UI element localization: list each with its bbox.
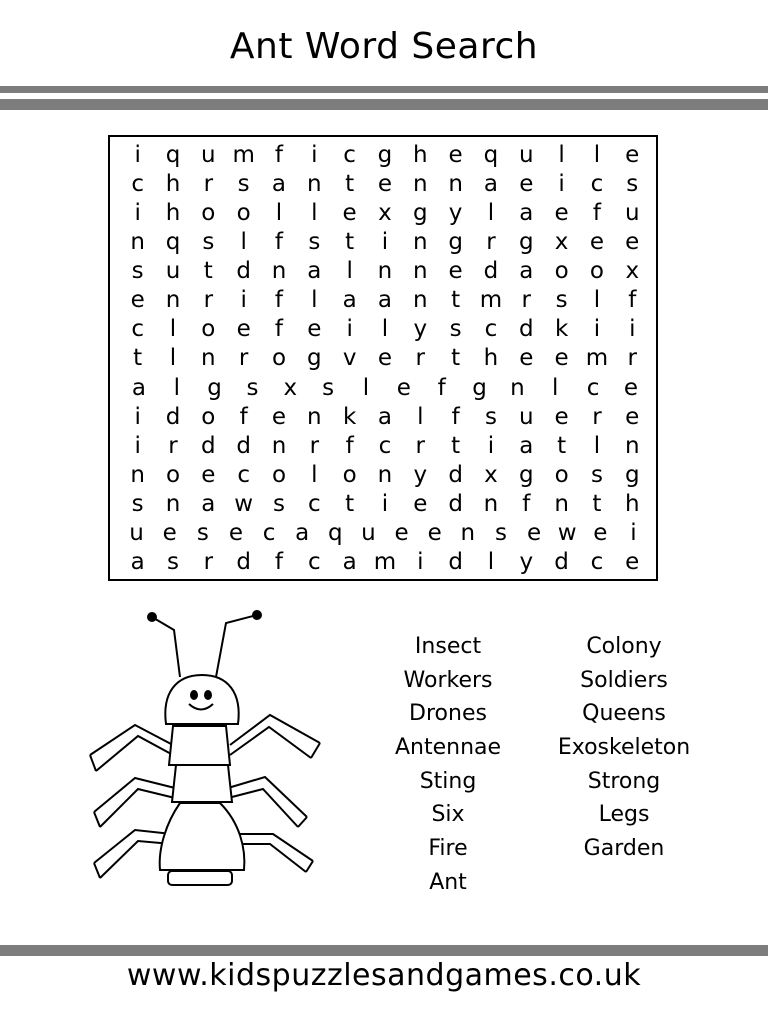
grid-letter: h bbox=[483, 345, 499, 372]
word-list-item: Exoskeleton bbox=[557, 735, 691, 761]
grid-letter: e bbox=[342, 200, 357, 227]
grid-letter: o bbox=[589, 258, 604, 285]
grid-letter: a bbox=[342, 548, 357, 575]
grid-letter: d bbox=[483, 258, 499, 285]
grid-row bbox=[120, 228, 650, 257]
grid-row bbox=[120, 403, 650, 432]
grid-letter: t bbox=[557, 432, 567, 459]
grid-letter: u bbox=[518, 403, 534, 430]
grid-letter: s bbox=[272, 490, 285, 517]
grid-letter: f bbox=[345, 432, 354, 459]
grid-letter: x bbox=[554, 229, 569, 256]
grid-letter: d bbox=[236, 258, 251, 285]
grid-letter: n bbox=[554, 490, 569, 517]
grid-letter: t bbox=[451, 345, 461, 372]
grid-letter: s bbox=[449, 316, 462, 343]
grid-row bbox=[120, 315, 650, 344]
grid-letter: n bbox=[165, 287, 181, 314]
grid-letter: f bbox=[274, 316, 284, 343]
grid-letter: n bbox=[483, 490, 499, 517]
grid-letter: i bbox=[134, 403, 141, 430]
grid-letter: n bbox=[624, 432, 640, 459]
grid-letter: s bbox=[590, 461, 603, 488]
grid-letter: l bbox=[558, 142, 565, 169]
grid-letter: s bbox=[131, 258, 144, 285]
grid-row bbox=[120, 344, 650, 373]
grid-letter: o bbox=[271, 345, 287, 372]
grid-letter: n bbox=[413, 229, 428, 256]
grid-letter: l bbox=[240, 229, 247, 256]
word-list-item: Six bbox=[431, 802, 465, 828]
grid-letter: s bbox=[308, 229, 321, 256]
grid-letter: h bbox=[624, 490, 640, 517]
grid-letter: e bbox=[593, 519, 608, 546]
grid-letter: l bbox=[311, 461, 318, 488]
grid-letter: l bbox=[169, 345, 177, 372]
header-divider-top bbox=[0, 86, 768, 93]
grid-letter: r bbox=[415, 432, 426, 459]
grid-letter: e bbox=[554, 200, 569, 227]
grid-row bbox=[120, 490, 650, 519]
grid-letter: f bbox=[239, 403, 248, 430]
grid-letter: r bbox=[309, 432, 320, 459]
grid-letter: n bbox=[413, 171, 428, 198]
grid-letter: i bbox=[629, 316, 636, 343]
grid-letter: a bbox=[271, 171, 287, 198]
grid-letter: a bbox=[131, 374, 146, 401]
grid-letter: c bbox=[484, 316, 498, 343]
grid-letter: e bbox=[130, 287, 145, 314]
grid-letter: s bbox=[196, 519, 209, 546]
grid-letter: s bbox=[237, 171, 250, 198]
grid-letter: w bbox=[557, 519, 577, 546]
header-divider-bottom bbox=[0, 99, 768, 110]
grid-letter: e bbox=[554, 345, 569, 372]
grid-letter: v bbox=[342, 345, 357, 372]
grid-row bbox=[120, 286, 650, 315]
grid-letter: e bbox=[554, 403, 569, 430]
grid-letter: l bbox=[417, 403, 424, 430]
grid-letter: c bbox=[343, 142, 356, 169]
grid-letter: t bbox=[345, 171, 355, 198]
grid-letter: u bbox=[518, 142, 534, 169]
grid-letter: y bbox=[413, 316, 428, 343]
grid-letter: s bbox=[131, 490, 144, 517]
grid-letter: f bbox=[274, 548, 284, 575]
grid-letter: e bbox=[526, 519, 542, 546]
grid-letter: x bbox=[625, 258, 640, 285]
grid-letter: g bbox=[207, 374, 222, 401]
grid-letter: m bbox=[373, 548, 397, 575]
grid-letter: d bbox=[165, 403, 181, 430]
grid-letter: d bbox=[201, 432, 216, 459]
footer-divider bbox=[0, 945, 768, 956]
word-list-item: Colony bbox=[586, 634, 662, 659]
grid-letter: r bbox=[627, 345, 637, 372]
grid-letter: m bbox=[585, 345, 609, 372]
grid-letter: i bbox=[630, 519, 637, 546]
grid-letter: r bbox=[238, 345, 249, 372]
grid-letter: g bbox=[307, 345, 322, 372]
grid-letter: c bbox=[237, 461, 250, 488]
grid-letter: o bbox=[342, 461, 357, 488]
grid-letter: o bbox=[271, 461, 287, 488]
grid-letter: s bbox=[322, 374, 335, 401]
grid-letter: i bbox=[311, 142, 318, 169]
grid-letter: m bbox=[232, 142, 255, 169]
grid-letter: i bbox=[381, 229, 389, 256]
word-list-item: Garden bbox=[583, 836, 665, 862]
grid-letter: i bbox=[487, 432, 495, 459]
grid-letter: c bbox=[131, 171, 144, 198]
grid-letter: i bbox=[346, 316, 353, 343]
grid-letter: l bbox=[593, 287, 601, 314]
grid-letter: c bbox=[262, 519, 276, 546]
grid-letter: c bbox=[131, 316, 144, 343]
grid-letter: a bbox=[519, 432, 534, 459]
grid-letter: t bbox=[345, 229, 355, 256]
grid-letter: n bbox=[307, 171, 322, 198]
grid-letter: h bbox=[165, 171, 181, 198]
grid-row bbox=[120, 170, 650, 199]
grid-letter: d bbox=[554, 548, 569, 575]
grid-letter: o bbox=[554, 258, 569, 285]
grid-letter: n bbox=[165, 490, 181, 517]
grid-letter: u bbox=[361, 519, 376, 546]
grid-letter: x bbox=[484, 461, 498, 488]
grid-row bbox=[120, 519, 650, 548]
grid-letter: q bbox=[165, 229, 181, 256]
grid-letter: n bbox=[413, 287, 428, 314]
word-list-item: Fire bbox=[428, 836, 468, 862]
grid-letter: o bbox=[236, 200, 251, 227]
grid-letter: o bbox=[201, 200, 216, 227]
grid-letter: t bbox=[592, 490, 602, 517]
grid-letter: y bbox=[448, 200, 463, 227]
grid-letter: r bbox=[203, 548, 214, 575]
grid-letter: k bbox=[342, 403, 357, 430]
grid-letter: n bbox=[271, 432, 287, 459]
grid-letter: e bbox=[413, 490, 428, 517]
grid-letter: o bbox=[201, 316, 216, 343]
grid-letter: f bbox=[437, 374, 446, 401]
grid-letter: q bbox=[483, 142, 499, 169]
grid-letter: l bbox=[552, 374, 559, 401]
grid-letter: t bbox=[451, 432, 461, 459]
grid-letter: t bbox=[345, 490, 355, 517]
grid-letter: e bbox=[625, 548, 640, 575]
grid-letter: s bbox=[167, 548, 179, 575]
grid-letter: r bbox=[168, 432, 178, 459]
grid-letter: r bbox=[592, 403, 602, 430]
grid-letter: f bbox=[628, 287, 637, 314]
grid-letter: l bbox=[169, 316, 177, 343]
grid-letter: l bbox=[381, 316, 389, 343]
grid-row bbox=[120, 461, 650, 490]
grid-letter: l bbox=[311, 200, 318, 227]
grid-letter: l bbox=[593, 142, 601, 169]
grid-letter: l bbox=[346, 258, 353, 285]
grid-letter: t bbox=[451, 287, 461, 314]
grid-letter: r bbox=[203, 287, 214, 314]
grid-letter: l bbox=[487, 200, 495, 227]
grid-letter: l bbox=[275, 200, 283, 227]
grid-letter: n bbox=[307, 403, 322, 430]
grid-letter: f bbox=[274, 142, 284, 169]
grid-letter: g bbox=[518, 461, 534, 488]
grid-letter: i bbox=[381, 490, 389, 517]
grid-letter: a bbox=[483, 171, 498, 198]
grid-letter: l bbox=[487, 548, 495, 575]
grid-letter: m bbox=[479, 287, 503, 314]
word-list-item: Legs bbox=[598, 802, 650, 828]
grid-letter: n bbox=[460, 519, 476, 546]
grid-letter: l bbox=[593, 432, 601, 459]
grid-letter: y bbox=[413, 461, 428, 488]
word-list-item: Insect bbox=[414, 634, 482, 659]
grid-row bbox=[120, 199, 650, 228]
grid-letter: a bbox=[519, 258, 534, 285]
grid-letter: n bbox=[510, 374, 525, 401]
grid-letter: d bbox=[448, 461, 463, 488]
grid-letter: g bbox=[377, 142, 393, 169]
grid-letter: t bbox=[203, 258, 213, 285]
grid-letter: c bbox=[590, 548, 604, 575]
word-list-item: Soldiers bbox=[580, 667, 668, 693]
word-list-item: Ant bbox=[429, 869, 467, 895]
grid-letter: n bbox=[130, 461, 145, 488]
grid-letter: c bbox=[378, 432, 392, 459]
page-title: Ant Word Search bbox=[229, 26, 539, 67]
grid-letter: e bbox=[448, 258, 463, 285]
grid-letter: e bbox=[377, 171, 393, 198]
grid-letter: e bbox=[236, 316, 251, 343]
grid-letter: q bbox=[165, 142, 181, 169]
grid-letter: r bbox=[486, 229, 496, 256]
grid-letter: s bbox=[626, 171, 639, 198]
grid-letter: h bbox=[165, 200, 181, 227]
word-list-item: Strong bbox=[587, 768, 661, 794]
grid-letter: t bbox=[133, 345, 143, 372]
grid-row bbox=[120, 257, 650, 286]
grid-letter: r bbox=[521, 287, 531, 314]
grid-letter: e bbox=[377, 345, 393, 372]
grid-letter: g bbox=[472, 374, 487, 401]
grid-letter: a bbox=[295, 519, 310, 546]
grid-letter: r bbox=[415, 345, 426, 372]
grid-letter: n bbox=[448, 171, 463, 198]
grid-letter: n bbox=[130, 229, 145, 256]
word-list-item: Sting bbox=[419, 768, 477, 794]
grid-letter: e bbox=[625, 403, 640, 430]
grid-letter: d bbox=[236, 548, 251, 575]
grid-letter: e bbox=[307, 316, 322, 343]
grid-letter: u bbox=[129, 519, 144, 546]
grid-letter: l bbox=[311, 287, 318, 314]
grid-letter: h bbox=[413, 142, 428, 169]
grid-letter: f bbox=[451, 403, 460, 430]
grid-letter: r bbox=[203, 171, 214, 198]
grid-letter: i bbox=[134, 432, 141, 459]
grid-letter: d bbox=[448, 548, 463, 575]
grid-letter: l bbox=[173, 374, 180, 401]
grid-letter: a bbox=[377, 403, 393, 430]
grid-letter: s bbox=[202, 229, 215, 256]
word-list-item: Queens bbox=[582, 701, 666, 727]
grid-letter: s bbox=[246, 374, 259, 401]
grid-row bbox=[120, 432, 650, 461]
grid-letter: n bbox=[377, 461, 393, 488]
grid-letter: f bbox=[274, 287, 284, 314]
grid-letter: d bbox=[448, 490, 463, 517]
word-list bbox=[360, 630, 712, 900]
grid-letter: e bbox=[623, 374, 638, 401]
grid-letter: e bbox=[589, 229, 604, 256]
grid-letter: n bbox=[201, 345, 216, 372]
grid-letter: i bbox=[134, 200, 141, 227]
ant-illustration bbox=[80, 605, 340, 905]
footer-url: www.kidspuzzlesandgames.co.uk bbox=[126, 958, 642, 993]
grid-letter: a bbox=[519, 200, 534, 227]
grid-letter: i bbox=[134, 142, 141, 169]
grid-letter: g bbox=[518, 229, 534, 256]
word-list-item: Workers bbox=[403, 667, 493, 693]
grid-letter: g bbox=[624, 461, 640, 488]
grid-letter: e bbox=[162, 519, 177, 546]
grid-letter: i bbox=[240, 287, 247, 314]
grid-letter: x bbox=[378, 200, 392, 227]
grid-letter: e bbox=[625, 142, 640, 169]
grid-letter: a bbox=[201, 490, 216, 517]
grid-letter: c bbox=[586, 374, 600, 401]
grid-letter: s bbox=[555, 287, 568, 314]
grid-letter: e bbox=[427, 519, 442, 546]
grid-letter: e bbox=[625, 229, 640, 256]
grid-letter: n bbox=[413, 258, 428, 285]
grid-letter: a bbox=[307, 258, 322, 285]
grid-letter: i bbox=[417, 548, 424, 575]
grid-letter: e bbox=[228, 519, 244, 546]
grid-letter: o bbox=[165, 461, 181, 488]
grid-letter: c bbox=[307, 548, 321, 575]
grid-letter: g bbox=[412, 200, 428, 227]
grid-letter: w bbox=[234, 490, 254, 517]
grid-letter: u bbox=[624, 200, 640, 227]
grid-letter: l bbox=[362, 374, 370, 401]
grid-letter: e bbox=[519, 171, 534, 198]
grid-letter: a bbox=[130, 548, 145, 575]
grid-letter: f bbox=[274, 229, 284, 256]
grid-letter: s bbox=[484, 403, 497, 430]
grid-letter: c bbox=[590, 171, 604, 198]
word-list-item: Drones bbox=[409, 701, 487, 727]
grid-letter: e bbox=[519, 345, 534, 372]
grid-letter: n bbox=[271, 258, 287, 285]
word-search-grid bbox=[108, 135, 658, 581]
grid-letter: k bbox=[554, 316, 569, 343]
grid-letter: o bbox=[201, 403, 216, 430]
grid-letter: d bbox=[236, 432, 251, 459]
word-list-item: Antennae bbox=[394, 735, 502, 761]
grid-letter: e bbox=[396, 374, 411, 401]
grid-letter: g bbox=[448, 229, 463, 256]
grid-row bbox=[120, 374, 650, 403]
grid-row bbox=[120, 141, 650, 170]
grid-letter: n bbox=[377, 258, 393, 285]
grid-letter: s bbox=[494, 519, 507, 546]
grid-letter: c bbox=[307, 490, 321, 517]
grid-letter: q bbox=[328, 519, 343, 546]
grid-letter: i bbox=[593, 316, 601, 343]
grid-letter: a bbox=[342, 287, 357, 314]
grid-letter: e bbox=[448, 142, 463, 169]
grid-letter: e bbox=[271, 403, 287, 430]
grid-letter: d bbox=[518, 316, 534, 343]
grid-letter: x bbox=[283, 374, 298, 401]
grid-letter: f bbox=[522, 490, 531, 517]
grid-letter: u bbox=[165, 258, 181, 285]
grid-letter: f bbox=[592, 200, 601, 227]
grid-letter: e bbox=[201, 461, 216, 488]
grid-letter: y bbox=[519, 548, 534, 575]
grid-letter: a bbox=[377, 287, 393, 314]
grid-letter: u bbox=[201, 142, 216, 169]
grid-letter: i bbox=[558, 171, 565, 198]
grid-letter: e bbox=[394, 519, 409, 546]
grid-letter: o bbox=[554, 461, 569, 488]
grid-row bbox=[120, 548, 650, 577]
